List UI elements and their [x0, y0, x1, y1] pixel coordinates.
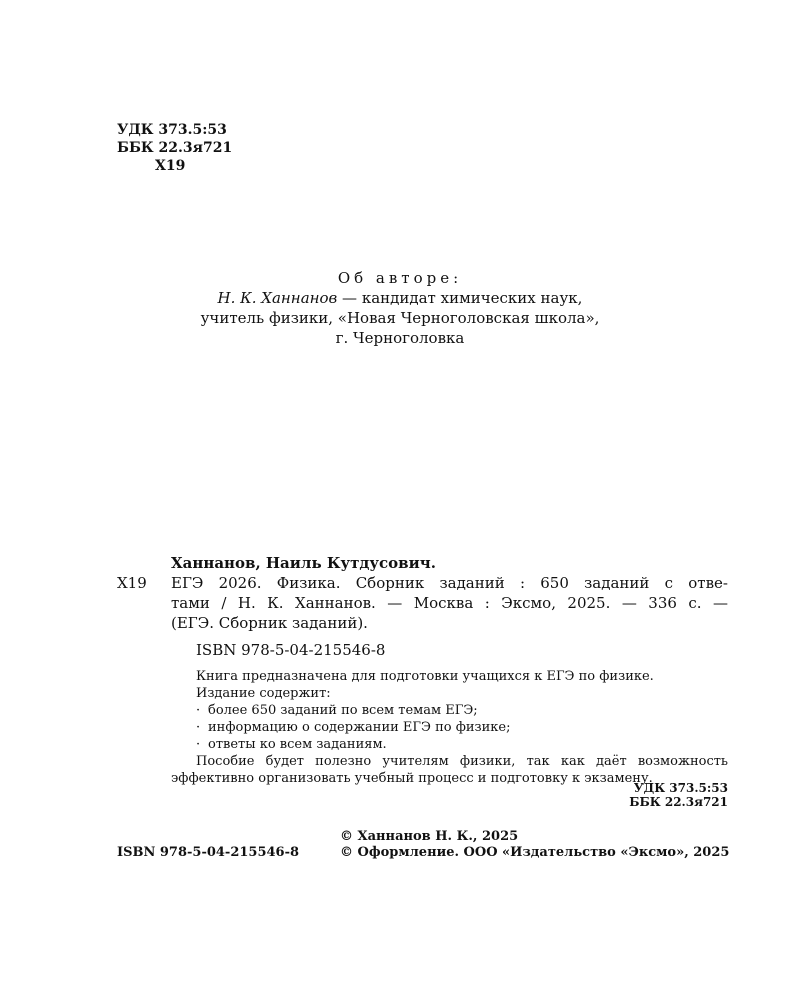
- copyright-author: © Ханнанов Н. К., 2025: [340, 829, 519, 844]
- author-credentials: — кандидат химических наук,: [337, 289, 583, 307]
- imprint-isbn: ISBN 978-5-04-215546-8: [117, 845, 300, 860]
- udk-code-right: УДК 373.5:53: [633, 781, 728, 795]
- annotation-intro: Книга предназначена для подготовки учащихся к ЕГЭ по физике.: [196, 669, 654, 684]
- about-author-line3: г. Черноголовка: [335, 329, 465, 347]
- annotation: [171, 668, 728, 787]
- bbk-code: ББК 22.3я721: [117, 140, 233, 156]
- copyright-design: © Оформление. ООО «Издательство «Эксмо», 2025: [340, 845, 730, 860]
- bib-isbn: ISBN 978-5-04-215546-8: [196, 641, 386, 659]
- bib-title-block: [171, 573, 728, 633]
- bib-author-heading: Ханнанов, Наиль Кутдусович.: [171, 554, 436, 572]
- about-author-heading: Об авторе:: [337, 269, 463, 287]
- annotation-bullet-3: · ответы ко всем заданиям.: [171, 736, 728, 753]
- author-name: Н. К. Ханнанов: [217, 289, 338, 307]
- annotation-closing-line1: Пособие будет полезно учителям физики, так как даёт возможность: [196, 754, 728, 769]
- annotation-contents-label: Издание содержит:: [196, 686, 331, 701]
- about-author-line2: учитель физики, «Новая Черноголовская школа»,: [200, 309, 600, 327]
- annotation-bullet-1: · более 650 заданий по всем темам ЕГЭ;: [171, 702, 728, 719]
- bib-author-sign: Х19: [117, 574, 147, 592]
- author-sign: Х19: [155, 158, 186, 174]
- bbk-code-right: ББК 22.3я721: [629, 795, 728, 809]
- about-author: [0, 268, 800, 348]
- udk-code: УДК 373.5:53: [117, 122, 227, 138]
- about-author-line1: [0, 288, 800, 308]
- bib-title-line2: тами / Н. К. Ханнанов. — Москва : Эксмо, 2025. — 336 с. —: [171, 594, 728, 612]
- bib-title-line3: (ЕГЭ. Сборник заданий).: [171, 614, 368, 632]
- bib-title-line1: ЕГЭ 2026. Физика. Сборник заданий : 650 заданий с отве-: [171, 574, 728, 592]
- codes-right: [629, 781, 728, 809]
- annotation-closing-line2: эффективно организовать учебный процесс и подготовку к экзамену.: [171, 771, 653, 786]
- annotation-bullet-2: · информацию о содержании ЕГЭ по физике;: [171, 719, 728, 736]
